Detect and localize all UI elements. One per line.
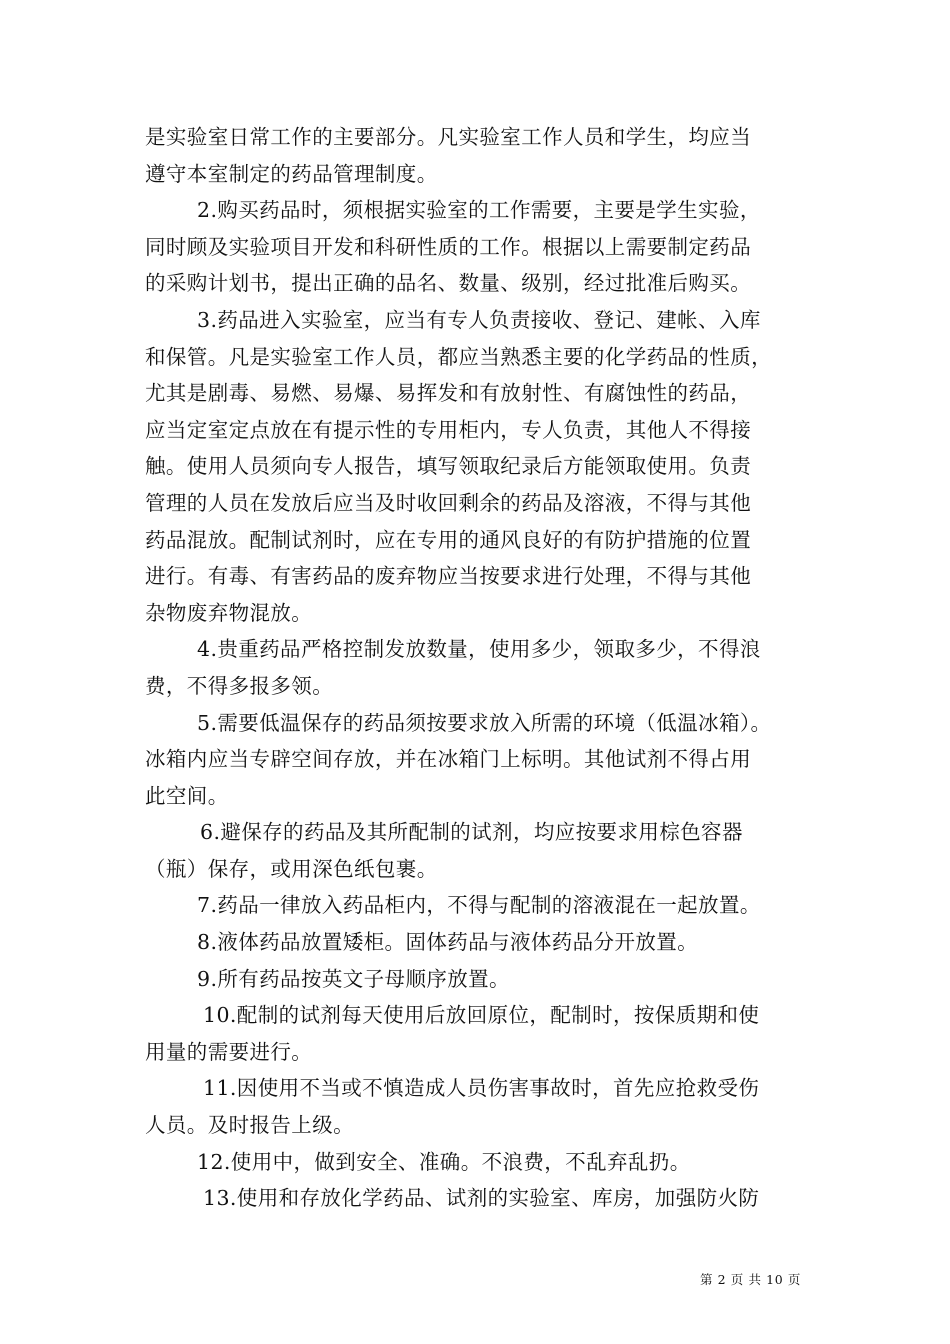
- text-line: 和保管。凡是实验室工作人员，都应当熟悉主要的化学药品的性质，: [145, 344, 772, 369]
- page-number: 第 2 页 共 10 页: [700, 1272, 801, 1287]
- text-line: 尤其是剧毒、易燃、易爆、易挥发和有放射性、有腐蚀性的药品，: [145, 381, 752, 406]
- text-line: 12.使用中，做到安全、准确。不浪费，不乱弃乱扔。: [197, 1149, 691, 1174]
- text-line: 费，不得多报多领。: [145, 673, 334, 698]
- text-line: 5.需要低温保存的药品须按要求放入所需的环境（低温冰箱）。: [197, 710, 772, 735]
- text-line: 人员。及时报告上级。: [145, 1113, 354, 1138]
- text-line: 药品混放。配制试剂时，应在专用的通风良好的有防护措施的位置: [145, 527, 752, 552]
- text-line: 3.药品进入实验室，应当有专人负责接收、登记、建帐、入库: [197, 307, 761, 332]
- text-line: 是实验室日常工作的主要部分。凡实验室工作人员和学生，均应当: [145, 125, 752, 149]
- text-line: 2.购买药品时，须根据实验室的工作需要，主要是学生实验，: [197, 198, 761, 223]
- text-line: 6.避保存的药品及其所配制的试剂，均应按要求用棕色容器: [200, 820, 743, 845]
- text-line: 遵守本室制定的药品管理制度。: [145, 161, 438, 186]
- text-line: 用量的需要进行。: [145, 1039, 313, 1064]
- text-line: 9.所有药品按英文子母顺序放置。: [197, 966, 510, 991]
- text-line: 触。使用人员须向专人报告，填写领取纪录后方能领取使用。负责: [145, 454, 752, 479]
- text-line: 13.使用和存放化学药品、试剂的实验室、库房，加强防火防: [203, 1186, 760, 1211]
- text-line: 7.药品一律放入药品柜内，不得与配制的溶液混在一起放置。: [197, 893, 761, 918]
- text-line: 11.因使用不当或不慎造成人员伤害事故时，首先应抢救受伤: [203, 1076, 760, 1101]
- text-line: 10.配制的试剂每天使用后放回原位，配制时，按保质期和使: [203, 1003, 760, 1028]
- text-line: 8.液体药品放置矮柜。固体药品与液体药品分开放置。: [197, 930, 699, 955]
- text-line: 进行。有毒、有害药品的废弃物应当按要求进行处理，不得与其他: [145, 564, 752, 589]
- text-line: 的采购计划书，提出正确的品名、数量、级别，经过批准后购买。: [145, 271, 752, 296]
- text-line: 冰箱内应当专辟空间存放，并在冰箱门上标明。其他试剂不得占用: [145, 747, 752, 772]
- text-line: 此空间。: [145, 783, 229, 808]
- text-line: 应当定室定点放在有提示性的专用柜内，专人负责，其他人不得接: [145, 417, 752, 442]
- text-line: 管理的人员在发放后应当及时收回剩余的药品及溶液，不得与其他: [145, 490, 752, 515]
- text-line: 同时顾及实验项目开发和科研性质的工作。根据以上需要制定药品: [145, 234, 752, 259]
- text-line: 杂物废弃物混放。: [145, 600, 313, 625]
- document-body: [145, 119, 825, 1217]
- text-line: 4.贵重药品严格控制发放数量，使用多少，领取多少，不得浪: [197, 637, 761, 662]
- text-line: （瓶）保存，或用深色纸包裹。: [145, 856, 438, 881]
